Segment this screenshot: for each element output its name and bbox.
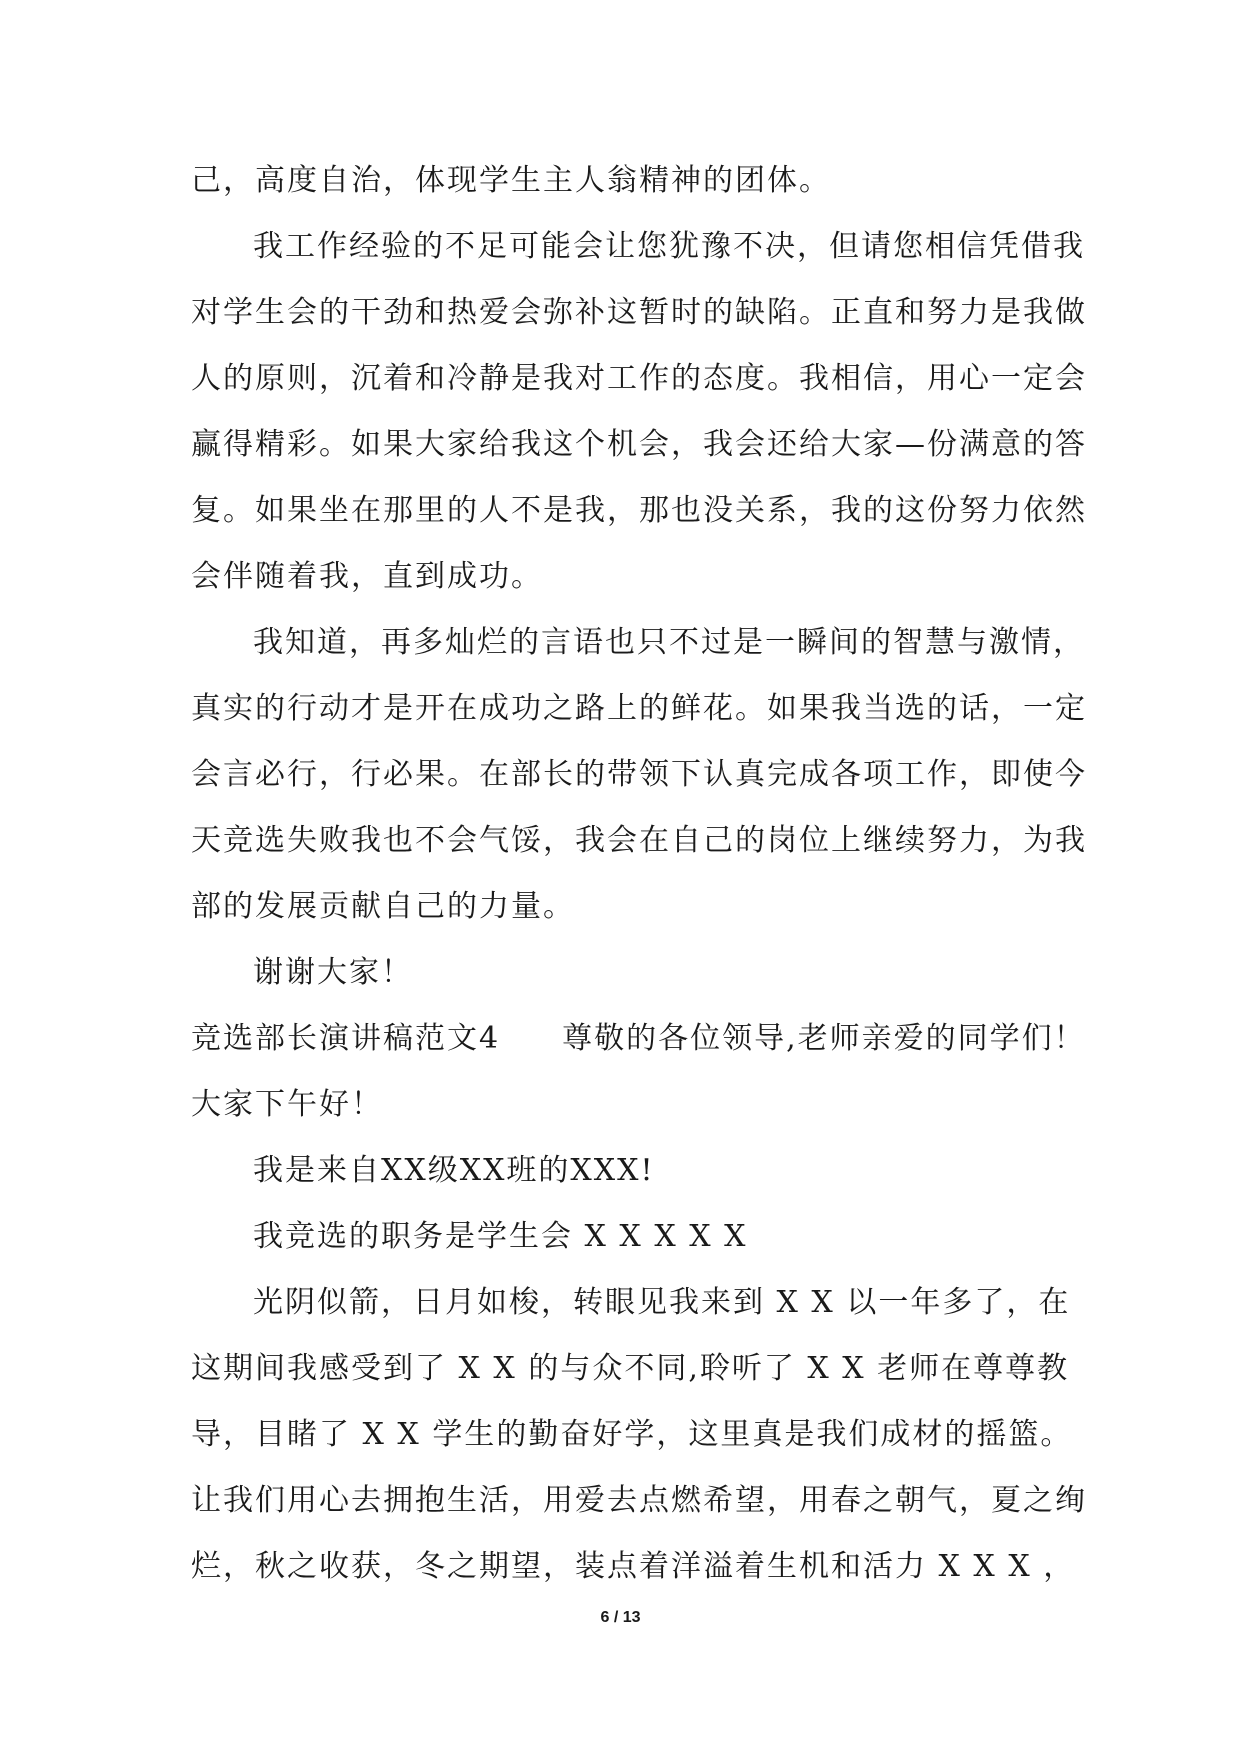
paragraph-line: 真实的行动才是开在成功之路上的鲜花。如果我当选的话，一定 <box>191 691 1087 726</box>
paragraph-line: 我是来自XX级XX班的XXX! <box>253 1153 655 1188</box>
paragraph-line: 让我们用心去拥抱生活，用爱去点燃希望，用春之朝气，夏之绚 <box>191 1483 1087 1518</box>
paragraph-line: 大家下午好！ <box>191 1087 383 1122</box>
paragraph-line: 我知道，再多灿烂的言语也只不过是一瞬间的智慧与激情， <box>253 625 1085 660</box>
section-title: 竞选部长演讲稿范文4 <box>191 1021 501 1056</box>
paragraph-line: 烂，秋之收获，冬之期望，装点着洋溢着生机和活力 X X X ， <box>191 1549 1076 1584</box>
paragraph-line: 会伴随着我，直到成功。 <box>191 559 543 594</box>
paragraph-line: 会言必行，行必果。在部长的带领下认真完成各项工作，即使今 <box>191 757 1087 792</box>
paragraph-line: 天竞选失败我也不会气馁，我会在自己的岗位上继续努力，为我 <box>191 823 1087 858</box>
paragraph-line: 人的原则，沉着和冷静是我对工作的态度。我相信，用心一定会 <box>191 361 1087 396</box>
document-body <box>191 148 1087 1600</box>
paragraph-line: 对学生会的干劲和热爱会弥补这暂时的缺陷。正直和努力是我做 <box>191 295 1087 330</box>
paragraph-line: 己，高度自治，体现学生主人翁精神的团体。 <box>191 163 831 198</box>
paragraph-line: 谢谢大家！ <box>253 955 413 990</box>
paragraph-line: 我工作经验的不足可能会让您犹豫不决，但请您相信凭借我 <box>253 229 1085 264</box>
page-number: 6 / 13 <box>600 1609 641 1626</box>
paragraph-line: 复。如果坐在那里的人不是我，那也没关系，我的这份努力依然 <box>191 493 1087 528</box>
section-heading-line <box>191 1006 1086 1072</box>
paragraph-line: 我竞选的职务是学生会 X X X X X <box>253 1219 748 1254</box>
paragraph-line: 部的发展贡献自己的力量。 <box>191 889 575 924</box>
paragraph-line: 光阴似箭，日月如梭，转眼见我来到 X X 以一年多了，在 <box>253 1285 1071 1320</box>
paragraph-line: 这期间我感受到了 X X 的与众不同,聆听了 X X 老师在尊尊教 <box>191 1351 1070 1386</box>
paragraph-line: 导，目睹了 X X 学生的勤奋好学，这里真是我们成材的摇篮。 <box>191 1417 1073 1452</box>
paragraph-line: 赢得精彩。如果大家给我这个机会，我会还给大家—份满意的答 <box>191 427 1087 462</box>
greeting-text: 尊敬的各位领导,老师亲爱的同学们！ <box>562 1021 1086 1056</box>
